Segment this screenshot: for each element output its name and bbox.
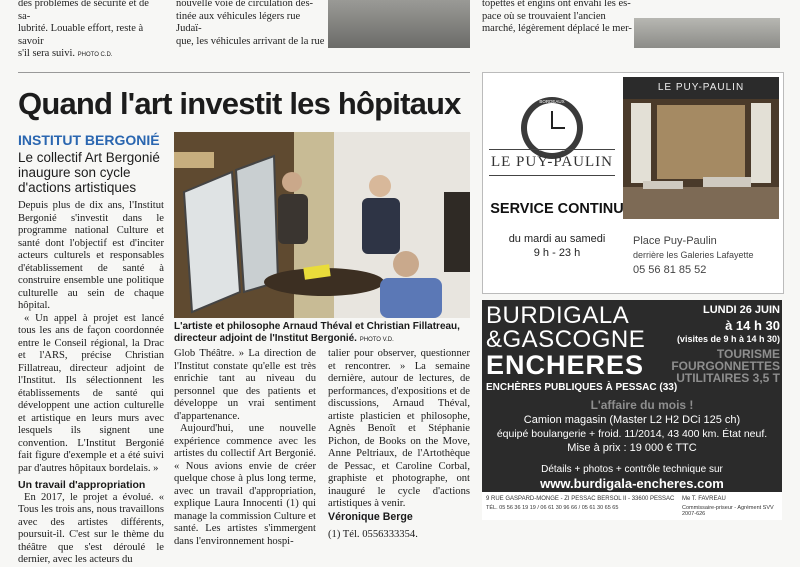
service-continu: SERVICE CONTINU — [490, 201, 624, 217]
person-head — [282, 172, 302, 192]
paragraph: En 2017, le projet a évolué. « Tous les trois ans, nous travaillons avec des artistes différents, poursuit-il. C'est sur le thème du théâtre que s'est déroulé le dernier, avec les acteurs du — [18, 491, 164, 565]
clock-logo: SAINT-PAUL BORDEAUX — [521, 97, 583, 159]
person-left — [278, 194, 308, 244]
subheading: Un travail d'appropriation — [18, 479, 146, 491]
deal-line: équipé boulangerie + froid. 11/2014, 43 400 km. État neuf. — [496, 428, 768, 440]
deal-heading: L'affaire du mois ! — [590, 398, 694, 412]
visit-hours: (visites de 9 h à 14 h 30) — [676, 334, 780, 344]
framed-artwork — [236, 156, 278, 292]
auctioneer: Me T. FAVREAU — [682, 496, 726, 502]
footnote: (1) Tél. 0556333354. — [328, 529, 418, 540]
top-left-snippet — [18, 0, 160, 62]
article-column-1 — [18, 200, 164, 567]
address: Place Puy-Paulin — [633, 235, 717, 247]
top-right-snippet — [482, 0, 632, 36]
headline: Quand l'art investit les hôpitaux — [18, 86, 461, 121]
top-right-line: topettes et engins ont envahi les es- — [482, 0, 631, 9]
top-left-line: s'il sera suivi. PHOTO C.D. — [18, 48, 113, 59]
storefront-photo: LE PUY-PAULIN — [623, 77, 779, 219]
article-column-2 — [174, 348, 316, 548]
photo-credit: PHOTO V.D. — [359, 337, 394, 343]
top-mid-line: que, les véhicules arrivant de la rue — [176, 35, 325, 47]
auction-time: à 14 h 30 — [725, 318, 780, 333]
deck: Le collectif Art Bergonié inaugure son cycle d'actions artistiques — [18, 150, 160, 195]
phone: 05 56 81 85 52 — [633, 264, 707, 276]
category: TOURISME FOURGONNETTES UTILITAIRES 3,5 T — [671, 347, 780, 385]
opening-hours: 9 h - 23 h — [533, 247, 581, 259]
paragraph: « Un appel à projet est lancé tous les ans de façon coordonnée entre le Conseil régional, la Drac et l'ARS, précise Christian Fillatreau, directeur adjoint de l'Institut. Ils sélectionnent les établissements de santé qui développent une action culturelle et artistique en leurs murs avec lesquels ils signent une convention. L'Institut Bergonié fait figure d'exemple et a été suivi par d'autres hôpitaux bordelais. » — [18, 312, 164, 474]
top-photo-right — [634, 18, 780, 48]
photo-credit: PHOTO C.D. — [77, 52, 113, 58]
deal-line: Camion magasin (Master L2 H2 DCi 125 ch) — [523, 414, 741, 426]
top-right-line: pace où se trouvaient l'ancien — [482, 10, 606, 22]
article-column-3 — [328, 348, 470, 542]
top-photo-left — [328, 0, 470, 48]
paragraph: Aujourd'hui, une nouvelle expérience commence avec les artistes du collectif Art Bergonié. « Nous avions envie de créer quelque chose à plus long terme, avec un travail d'appropriation, explique Laura Innocenti (1) qui manage la commission Culture et santé. Les artistes s'immergent dans l'environnement hospi- — [174, 423, 316, 547]
ad-subtitle: ENCHÈRES PUBLIQUES À PESSAC (33) — [486, 382, 678, 393]
person-foreground — [380, 278, 442, 318]
ad-address: 9 RUE GASPARD-MONGE - ZI PESSAC BERSOL II - 33600 PESSAC — [486, 496, 675, 502]
paragraph: Glob Théâtre. » La direction de l'Institut constate qu'elle est très enrichie tant au niveau du personnel que des patients et développe un vrai sentiment d'appartenance. — [174, 348, 316, 422]
brand-line: &GASCOGNE — [486, 326, 646, 353]
kicker: INSTITUT BERGONIÉ — [18, 132, 160, 148]
photo-scene — [174, 132, 470, 318]
photo-caption: L'artiste et philosophe Arnaud Théval et Christian Fillatreau, directeur adjoint de l'Institut Bergonié. PHOTO V.D. — [174, 321, 460, 344]
top-mid-snippet — [176, 0, 326, 48]
top-left-line: des problèmes de sécurité et de sa- — [18, 0, 149, 22]
agrement: Commissaire-priseur - Agrément SVV 2007-626 — [682, 505, 774, 517]
top-left-line: lubrité. Louable effort, reste à savoir — [18, 23, 144, 47]
details-text: Détails + photos + contrôle technique sur — [541, 464, 723, 475]
deal-price: Mise à prix : 19 000 € TTC — [567, 442, 697, 454]
address-detail: derrière les Galeries Lafayette — [633, 250, 754, 260]
ad-burdigala[interactable] — [482, 300, 782, 520]
person-head — [369, 175, 391, 197]
auction-date: LUNDI 26 JUIN — [702, 304, 780, 316]
top-mid-line: tinée aux véhicules légers rue Judaï- — [176, 10, 301, 34]
author: Véronique Berge — [328, 510, 413, 523]
paragraph: talier pour observer, questionner et rencontrer. » La semaine dernière, autour de lectures, de performances, d'expositions et de discussions, Arnaud Théval, artiste plasticien et philosophe, Agnès Benoît et Stéphanie Pichon, de Books on the Move, Anne Peltriaux, de l'Artothèque de Pessac, et Caroline Corbal, graphiste et photographe, ont inauguré le cycle d'actions artistiques à venir. — [328, 348, 470, 509]
website-link[interactable]: www.burdigala-encheres.com — [540, 476, 724, 491]
opening-days: du mardi au samedi — [508, 233, 606, 245]
article-photo — [174, 132, 470, 318]
brand-line: ENCHERES — [486, 350, 645, 380]
top-right-line: marché, légèrement déplacé le mer- — [482, 23, 632, 34]
divider — [18, 72, 470, 73]
ad-phone: TÉL. 05 56 36 19 19 / 06 61 30 96 66 / 05 61 30 65 65 — [486, 505, 619, 511]
ad-puy-paulin[interactable] — [482, 72, 784, 294]
framed-artwork — [184, 172, 240, 312]
brand-logo: LE PUY-PAULIN — [489, 149, 615, 176]
top-mid-line: nouvelle voie de circulation des- — [176, 0, 314, 9]
brand-line: BURDIGALA — [486, 302, 630, 329]
paragraph: Depuis plus de dix ans, l'Institut Bergonié s'investit dans le programme national Culture et santé dont l'objectif est d'inciter acteurs culturels et responsables d'établissement de santé à construire ensemble une politique culturelle au sein de chaque hôpital. — [18, 200, 164, 311]
person-right — [362, 198, 400, 254]
